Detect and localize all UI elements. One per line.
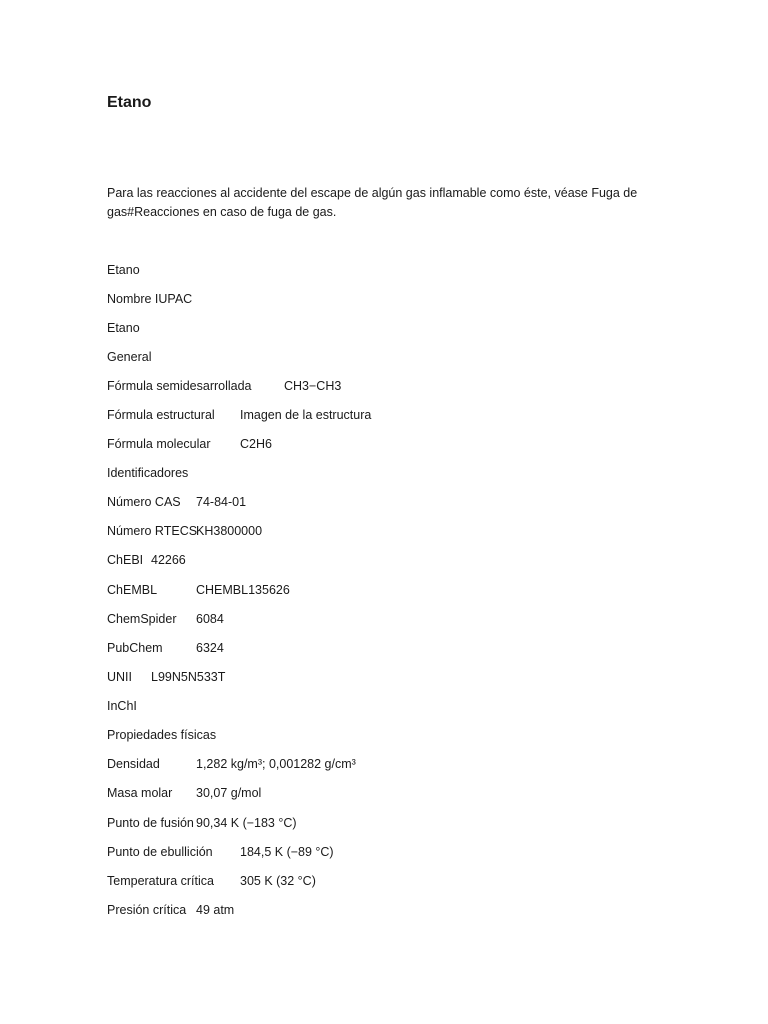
row-label: Identificadores xyxy=(107,466,189,480)
row-value: 74-84-01 xyxy=(196,495,247,509)
row-numero-cas xyxy=(107,494,247,510)
document-title: Etano xyxy=(107,94,152,111)
row-label: Número CAS xyxy=(107,495,181,509)
row-punto-ebullicion xyxy=(107,844,334,860)
row-densidad xyxy=(107,756,356,772)
row-nombre-iupac xyxy=(107,291,192,307)
row-pubchem xyxy=(107,640,224,656)
row-chemspider xyxy=(107,611,224,627)
row-label: Propiedades físicas xyxy=(107,728,217,742)
row-label: Temperatura crítica xyxy=(107,874,214,888)
row-masa-molar xyxy=(107,785,262,801)
row-value: 42266 xyxy=(151,553,186,567)
row-formula-estructural xyxy=(107,407,372,423)
row-value: L99N5N533T xyxy=(151,670,226,684)
row-value: 6324 xyxy=(196,641,224,655)
row-label: Etano xyxy=(107,321,140,335)
row-label: Fórmula estructural xyxy=(107,408,215,422)
row-general xyxy=(107,349,151,365)
row-value: C2H6 xyxy=(240,437,272,451)
row-value: 6084 xyxy=(196,612,224,626)
row-label: ChEMBL xyxy=(107,583,158,597)
row-label: Punto de ebullición xyxy=(107,845,213,859)
row-label: Punto de fusión xyxy=(107,816,194,830)
row-formula-semidesarrollada xyxy=(107,378,342,394)
row-value: CHEMBL135626 xyxy=(196,583,290,597)
row-label: Presión crítica xyxy=(107,903,187,917)
intro-paragraph: Para las reacciones al accidente del escape de algún gas inflamable como éste, véase Fuga de gas#Reacciones en caso de fuga de gas. xyxy=(107,186,638,219)
row-chebi xyxy=(107,552,186,568)
row-identificadores xyxy=(107,465,188,481)
row-label: ChEBI xyxy=(107,553,144,567)
row-label: PubChem xyxy=(107,641,163,655)
row-value: 90,34 K (−183 °C) xyxy=(196,816,297,830)
row-label: UNII xyxy=(107,670,132,684)
row-formula-molecular xyxy=(107,436,272,452)
row-value: 1,282 kg/m³; 0,001282 g/cm³ xyxy=(196,757,356,771)
row-label: Fórmula semidesarrollada xyxy=(107,379,252,393)
row-label: General xyxy=(107,350,152,364)
row-label: Fórmula molecular xyxy=(107,437,211,451)
row-label: ChemSpider xyxy=(107,612,177,626)
row-label: Número RTECS xyxy=(107,524,198,538)
row-value: KH3800000 xyxy=(196,524,263,538)
row-numero-rtecs xyxy=(107,523,263,539)
row-presion-critica xyxy=(107,902,235,918)
row-value: Imagen de la estructura xyxy=(240,408,372,422)
row-etano-heading xyxy=(107,262,140,278)
row-value: 30,07 g/mol xyxy=(196,786,262,800)
row-value: 184,5 K (−89 °C) xyxy=(240,845,334,859)
row-temperatura-critica xyxy=(107,873,316,889)
row-label: Masa molar xyxy=(107,786,173,800)
row-label: InChI xyxy=(107,699,137,713)
row-propiedades-fisicas xyxy=(107,727,216,743)
row-etano-name xyxy=(107,320,140,336)
row-punto-fusion xyxy=(107,815,297,831)
row-unii xyxy=(107,669,226,685)
row-inchi xyxy=(107,698,137,714)
row-value: CH3−CH3 xyxy=(284,379,342,393)
row-label: Nombre IUPAC xyxy=(107,292,193,306)
row-value: 49 atm xyxy=(196,903,235,917)
row-label: Densidad xyxy=(107,757,160,771)
row-value: 305 K (32 °C) xyxy=(240,874,316,888)
row-chembl xyxy=(107,582,290,598)
row-label: Etano xyxy=(107,263,140,277)
